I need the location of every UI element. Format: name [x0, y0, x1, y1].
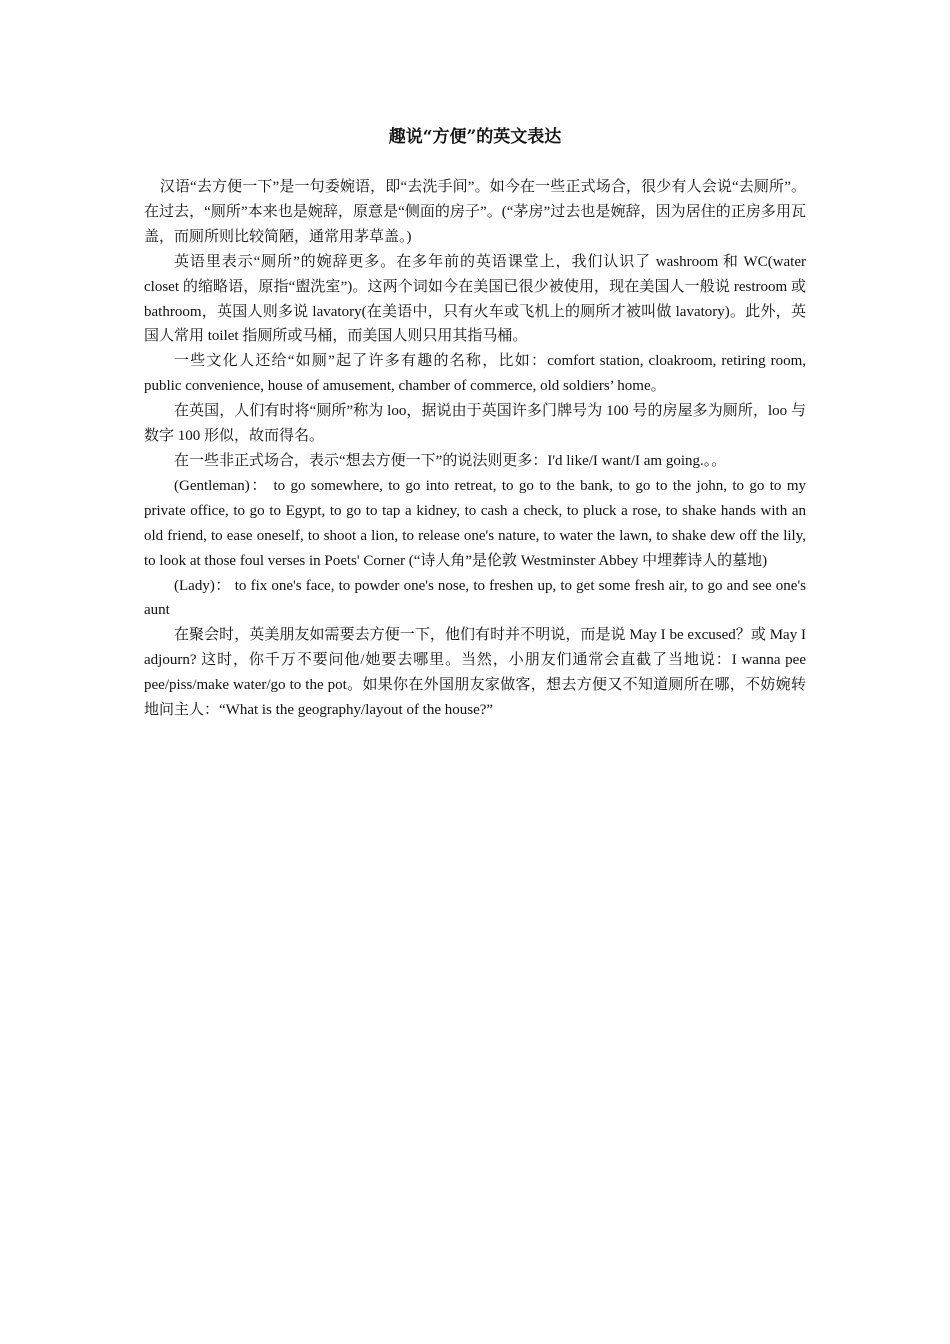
paragraph: 英语里表示“厕所”的婉辞更多。在多年前的英语课堂上，我们认识了 washroom 和 WC(water closet 的缩略语，原指“盥洗室”)。这两个词如今在美国已很少被使用，现在美国人一般说 restroom 或 bathroom，英国人则多说 lavatory(在美语中，只有火车或飞机上的厕所才被叫做 lavatory)。此外，英国人常用 toilet 指厕所或马桶，而美国人则只用其指马桶。 — [144, 253, 806, 345]
paragraph: 在聚会时，英美朋友如需要去方便一下，他们有时并不明说，而是说 May I be excused？或 May I adjourn? 这时，你千万不要问他/她要去哪里。当然，小朋友们通常会直截了当地说：I wanna pee pee/piss/make water/go to the pot。如果你在外国朋友家做客，想去方便又不知道厕所在哪，不妨婉转地问主人：“What is the geography/layout of the house?” — [144, 627, 806, 719]
paragraph: 汉语“去方便一下”是一句委婉语，即“去洗手间”。如今在一些正式场合，很少有人会说“去厕所”。在过去，“厕所”本来也是婉辞，原意是“侧面的房子”。(“茅房”过去也是婉辞，因为居住的正房多用瓦盖，而厕所则比较简陋，通常用茅草盖。) — [144, 179, 806, 245]
paragraph: (Gentleman)： to go somewhere, to go into retreat, to go to the bank, to go to the john, to go to my private office, to go to Egypt, to go to tap a kidney, to cash a check, to pluck a rose, to shake hands with an old friend, to ease oneself, to shoot a lion, to release one's nature, to water the lawn, to shake dew off the lily, to look at those foul verses in Poets' Corner (“诗人角”是伦敦 Westminster Abbey 中埋葬诗人的墓地) — [144, 477, 806, 569]
paragraph: (Lady)： to fix one's face, to powder one's nose, to freshen up, to get some fresh air, to go and see one's aunt — [144, 577, 806, 619]
document-body — [144, 175, 806, 723]
document-title: 趣说“方便”的英文表达 — [388, 127, 562, 147]
paragraph: 在英国，人们有时将“厕所”称为 loo，据说由于英国许多门牌号为 100 号的房屋多为厕所，loo 与数字 100 形似，故而得名。 — [144, 403, 806, 445]
paragraph: 在一些非正式场合，表示“想去方便一下”的说法则更多：I'd like/I want/I am going.。。 — [174, 452, 727, 469]
paragraph: 一些文化人还给“如厕”起了许多有趣的名称，比如：comfort station, cloakroom, retiring room, public convenience, house of amusement, chamber of commerce, old soldiers’ home。 — [144, 353, 806, 395]
